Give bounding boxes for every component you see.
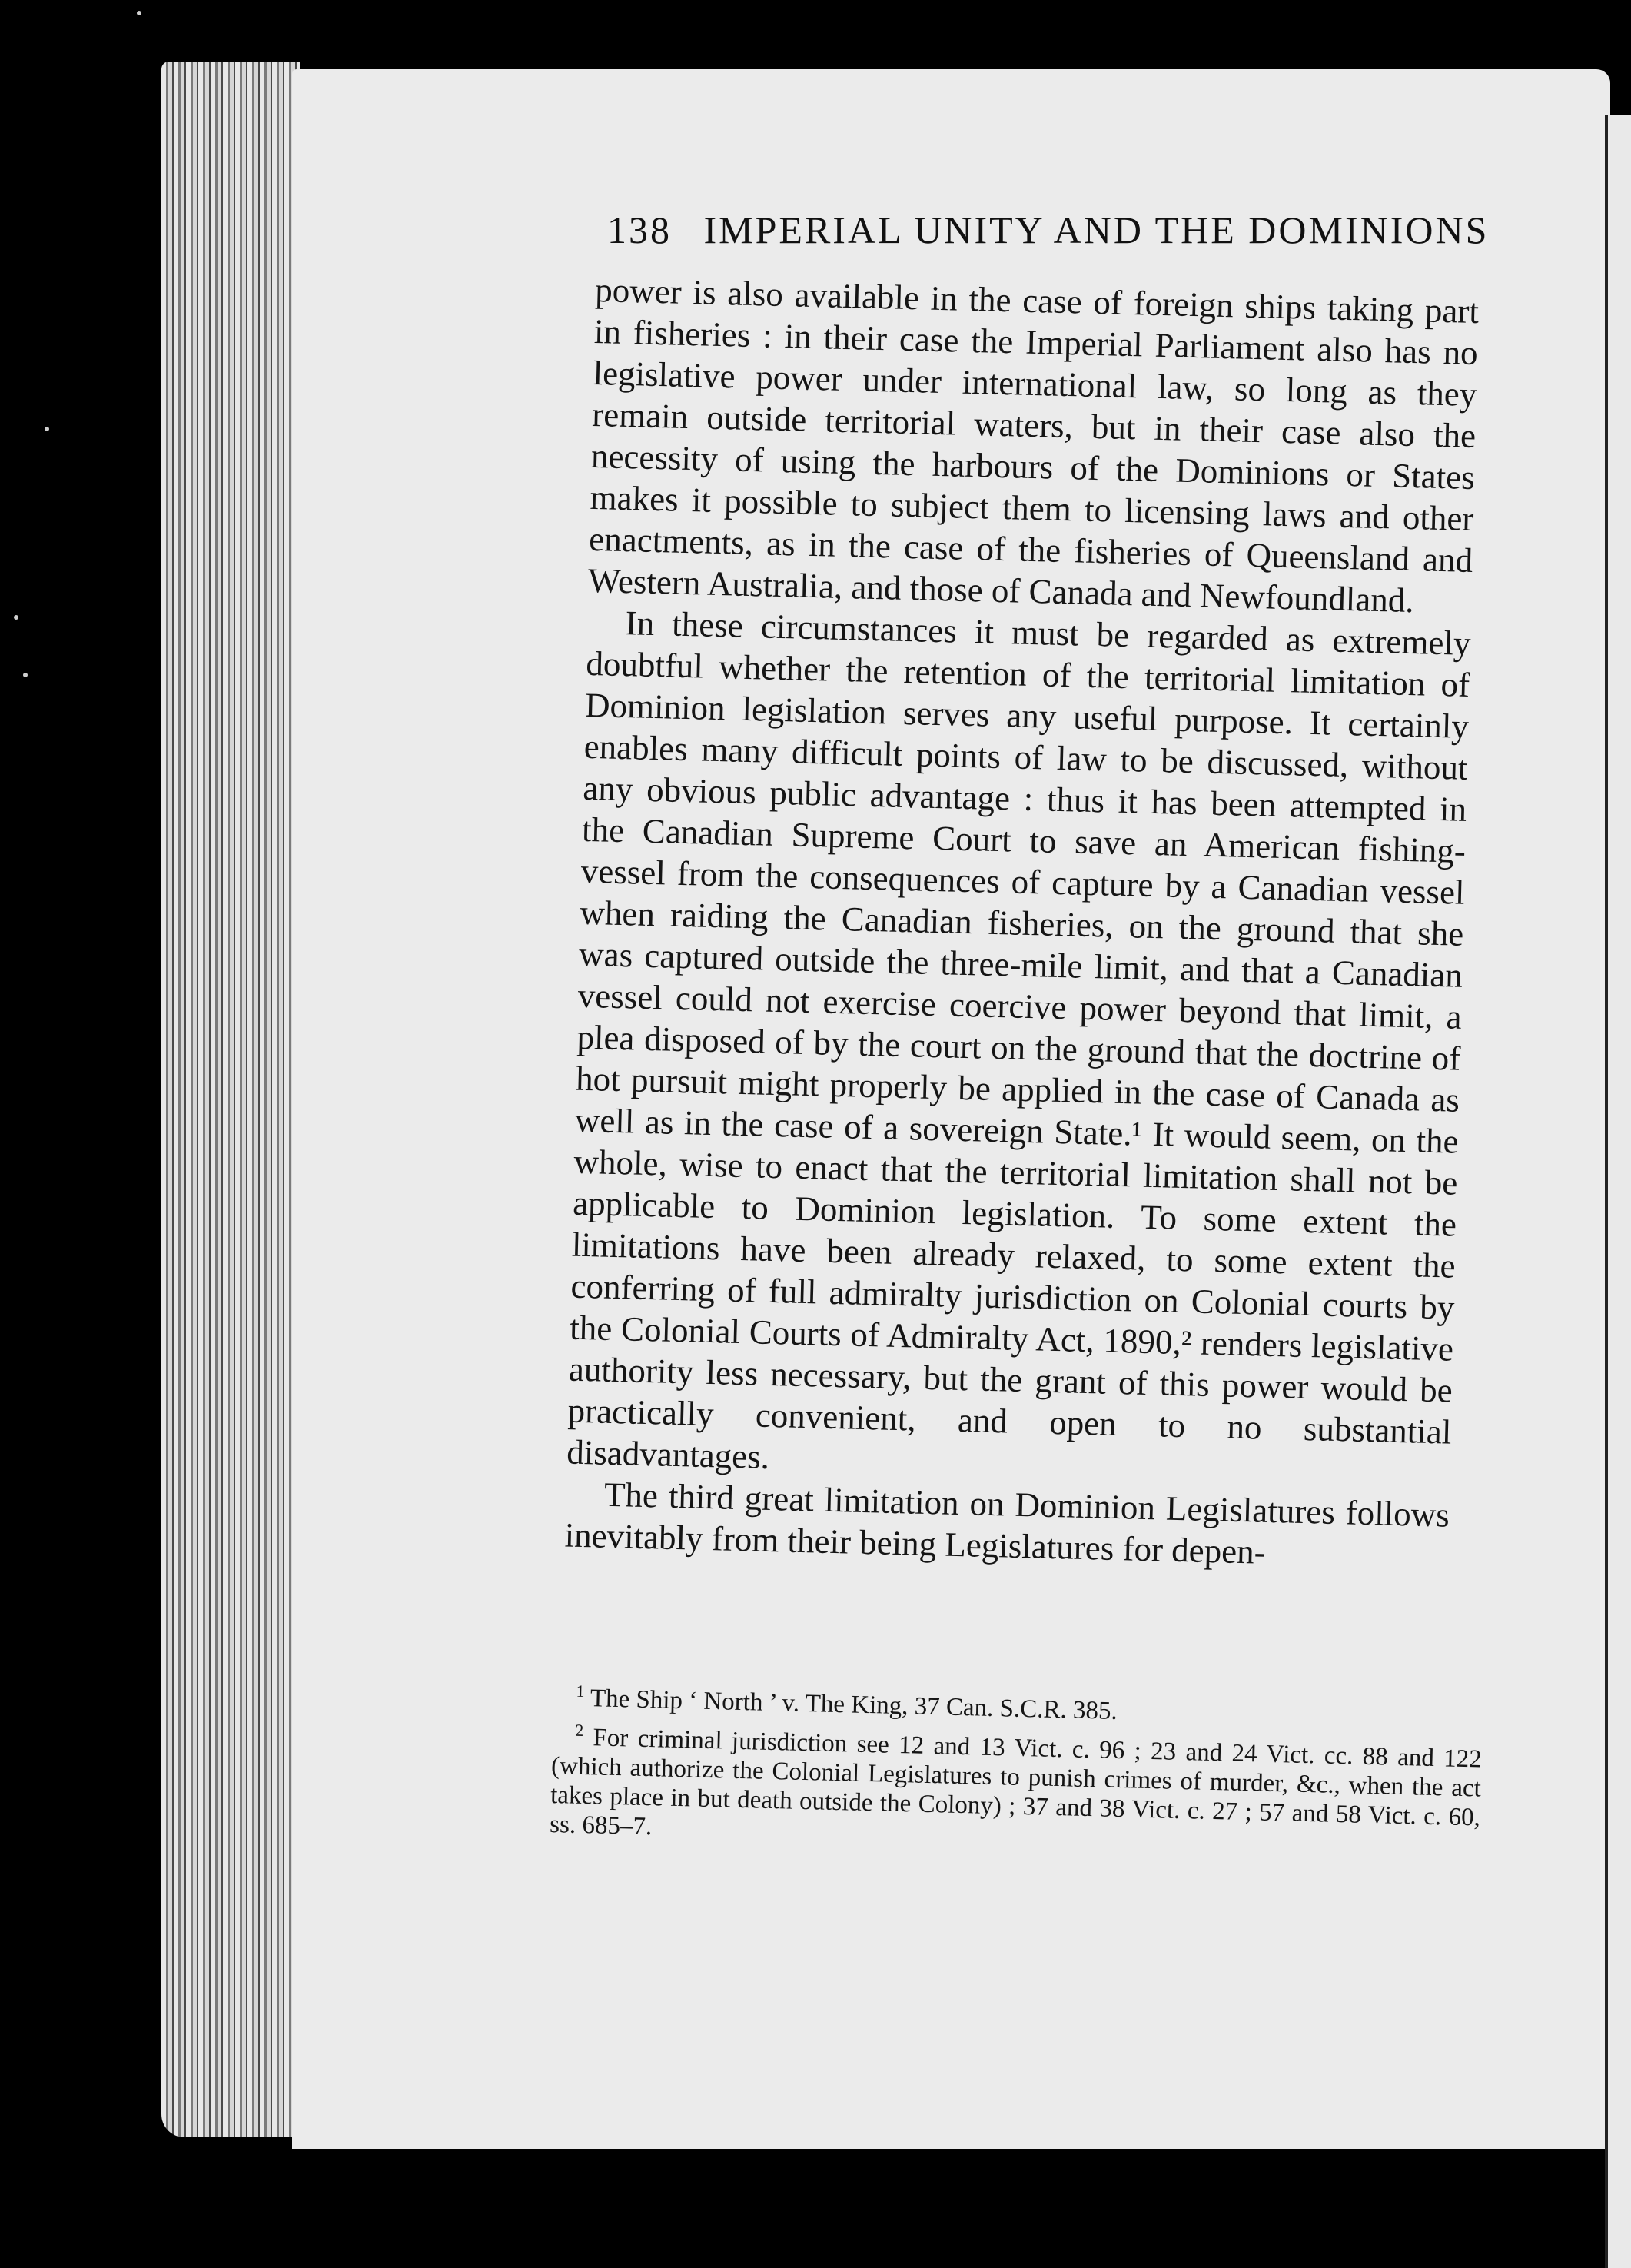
footnote (550, 1715, 1483, 1862)
paragraph: The third great limitation on Dominion Legislatures follows inevitably from their being Legislatures for depen- (564, 1475, 1450, 1571)
scan-speck (23, 673, 28, 677)
running-title: IMPERIAL UNITY AND THE DOMINIONS (703, 208, 1490, 251)
footnote-mark: 2 (574, 1720, 584, 1740)
book-page-edges (161, 62, 300, 2137)
footnotes (550, 1676, 1483, 1864)
footnote-text: The Ship ‘ North ’ v. The King, 37 Can. S.C.R. 385. (590, 1684, 1118, 1725)
scan-speck (45, 427, 49, 431)
paragraph: In these circumstances it must be regarded as extremely doubtful whether the retention of the territorial limitation of Dominion legislation serves any useful purpose. It certainly enables many difficult points of law to be discussed, without any obvious public advantage : thus it has been attempted in the Canadian Supreme Court to save an American fishing-vessel from the consequences of capture by a Canadian vessel when raiding the Canadian fisheries, on the ground that she was captured outside the three-mile limit, and that a Canadian vessel could not exercise coercive power beyond that limit, a plea disposed of by the court on the ground that the doctrine of hot pursuit might properly be applied in the case of Canada as well as in the case of a sovereign State.¹ It would seem, on the whole, wise to enact that the territorial limitation shall not be applicable to Dominion legislation. To some extent the limitations have been already relaxed, to some extent the conferring of full admiralty jurisdiction on Colonial courts by the Colonial Courts of Admiralty Act, 1890,² renders legislative authority less necessary, but the grant of this power would be practically convenient, and open to no substantial disadvantages. (566, 604, 1472, 1476)
scan-speck (14, 615, 18, 620)
footnote-mark: 1 (576, 1681, 585, 1701)
running-header (607, 208, 1490, 252)
body-text (564, 269, 1480, 1578)
facing-page-edge (1605, 115, 1631, 2268)
footnote-text: For criminal jurisdiction see 12 and 13 Vict. c. 96 ; 23 and 24 Vict. cc. 88 and 122 (which authorize the Colonial Legislatures to punish crimes of murder, &c., when the act takes place in but death outside the Colony) ; 37 and 38 Vict. c. 27 ; 57 and 58 Vict. c. 60, ss. 685–7. (549, 1724, 1483, 1841)
scan-speck (137, 11, 141, 15)
paragraph: power is also available in the case of foreign ships taking part in fisheries : in their case the Imperial Parliament also has no legislative power under international law, so long as they remain outside territorial waters, but in their case also the necessity of using the harbours of the Dominions or States makes it possible to subject them to licensing laws and other enactments, as in the case of the fisheries of Queensland and Western Australia, and those of Canada and Newfoundland. (587, 270, 1480, 620)
page-number: 138 (607, 208, 672, 251)
